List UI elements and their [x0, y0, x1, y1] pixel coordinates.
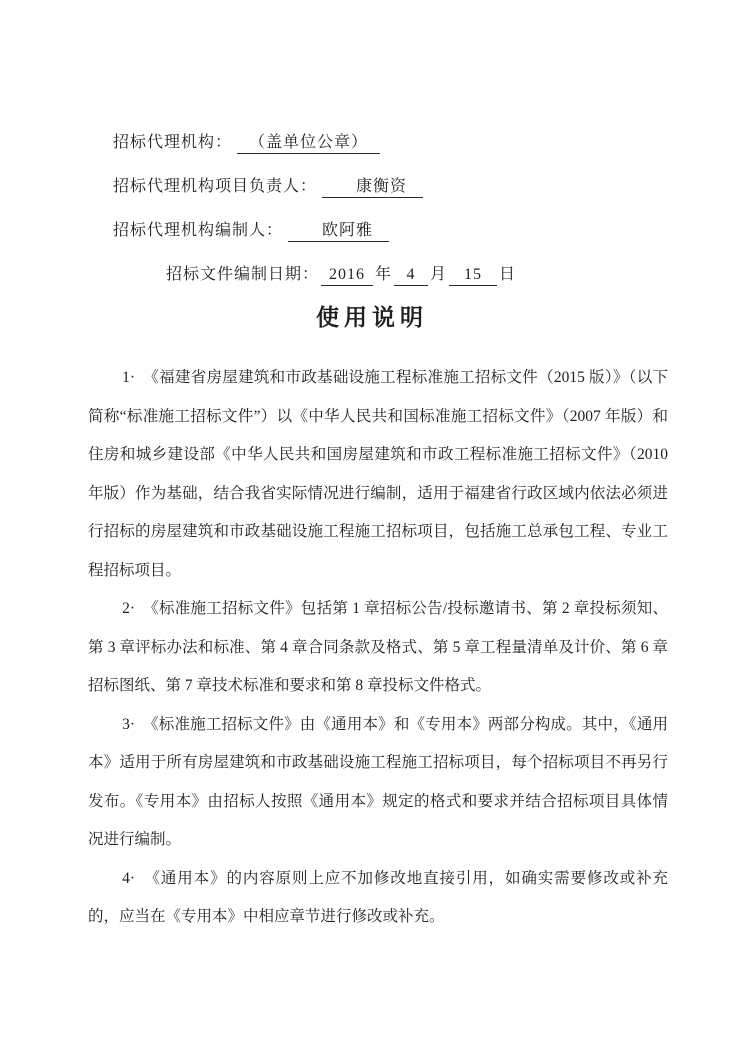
header-signature-block [0, 0, 744, 286]
date-year-unit: 年 [375, 266, 393, 283]
agency-label: 招标代理机构： [113, 134, 233, 151]
agency-seal-blank: （盖单位公章） [237, 132, 380, 154]
compiler-field-line [113, 220, 744, 242]
compiler-name: 欧阿雅 [288, 220, 389, 242]
project-leader-label: 招标代理机构项目负责人： [113, 178, 318, 195]
usage-notes-body [0, 359, 744, 937]
date-month-unit: 月 [430, 266, 448, 283]
compiler-label: 招标代理机构编制人： [113, 222, 284, 239]
date-year-value: 2016 [321, 264, 373, 286]
compile-date-label: 招标文件编制日期： [166, 266, 320, 283]
compile-date-line [166, 264, 744, 286]
agency-field-line [113, 132, 744, 154]
date-month-value: 4 [394, 264, 428, 286]
date-day-value: 15 [449, 264, 497, 286]
project-leader-name: 康衡资 [322, 176, 423, 198]
date-day-unit: 日 [499, 266, 517, 283]
project-leader-field-line [113, 176, 744, 198]
usage-note-paragraph-3: 3· 《标准施工招标文件》由《通用本》和《专用本》两部分构成。其中，《通用本》适用于所有房屋建筑和市政基础设施工程施工招标项目，每个招标项目不再另行发布。《专用本》由招标人按照《通用本》规定的格式和要求并结合招标项目具体情况进行编制。 [88, 715, 668, 848]
usage-note-paragraph-1: 1· 《福建省房屋建筑和市政基础设施工程标准施工招标文件（2015 版）》（以下简称“标准施工招标文件”）以《中华人民共和国标准施工招标文件》（2007 年版）和住房和城乡建设部《中华人民共和国房屋建筑和市政工程标准施工招标文件》（2010 年版）作为基础，结合我省实际情况进行编制，适用于福建省行政区域内依法必须进行招标的房屋建筑和市政基础设施工程施工招标项目，包括施工总承包工程、专业工程招标项目。 [88, 369, 668, 579]
usage-note-paragraph-4: 4· 《通用本》的内容原则上应不加修改地直接引用，如确实需要修改或补充的，应当在《专用本》中相应章节进行修改或补充。 [88, 869, 668, 925]
usage-note-paragraph-2: 2· 《标准施工招标文件》包括第 1 章招标公告/投标邀请书、第 2 章投标须知、第 3 章评标办法和标准、第 4 章合同条款及格式、第 5 章工程量清单及计价、第 6 章招标图纸、第 7 章技术标准和要求和第 8 章投标文件格式。 [88, 600, 668, 694]
section-title: 使用说明 [316, 305, 428, 330]
